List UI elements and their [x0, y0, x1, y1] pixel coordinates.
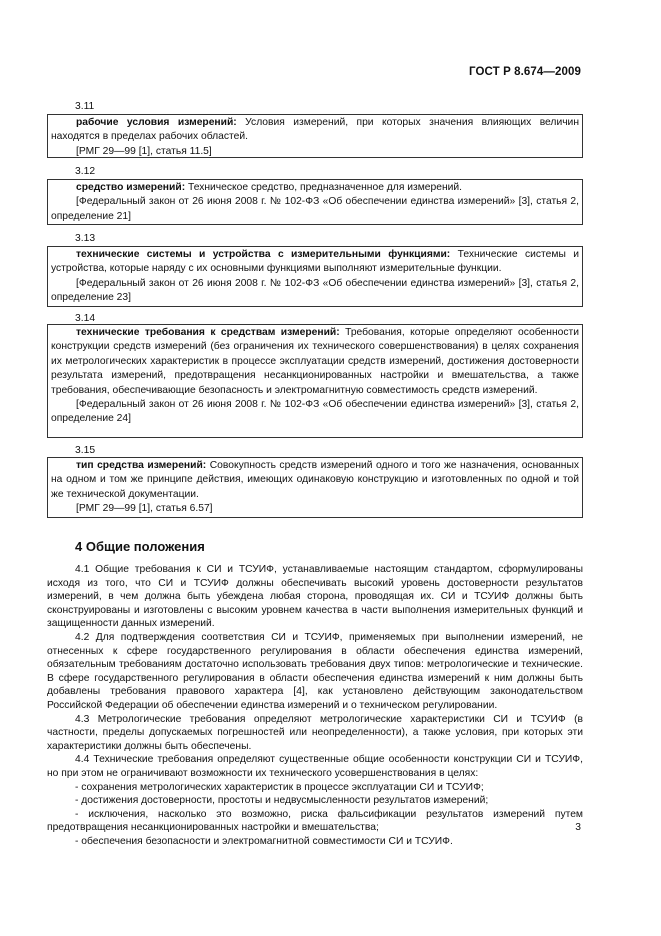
paragraph-4-2: 4.2 Для подтверждения соответствия СИ и ТСУИФ, применяемых при выполнении измерений, не отнесенных к сфере государственного регулирования в области обеспечения единства измерений, обязательным требованиям достаточно использовать требования двух типов: метрологические и технические. В сфере государственного регулирования в области обеспечения единства измерений к ним должны быть добавлены требования правового характера [4], как установлено действующим законодательством Российской Федерации об обеспечении единства измерений и о техническом регулировании. — [47, 631, 583, 711]
definition-body: Технические системы и устройства, которые наряду с их основными функциями выполняют измерительные функции. — [51, 249, 579, 275]
definition-term: технические требования к средствам измерений: — [76, 327, 340, 338]
definition-body: Совокупность средств измерений одного и того же назначения, основанных на одном и том же принципе действия, имеющих одинаковую конструкцию и изготовленных по одной и той же технической документации. — [51, 460, 579, 500]
definition-reference: [Федеральный закон от 26 июня 2008 г. № 102-ФЗ «Об обеспечении единства измерений» [3], статья 2, определение 23] — [51, 277, 579, 304]
definition-text — [48, 326, 582, 398]
definition-box — [47, 114, 583, 158]
definition-number: 3.15 — [75, 445, 96, 456]
list-item: - сохранения метрологических характеристик в процессе эксплуатации СИ и ТСУИФ; — [75, 781, 484, 793]
definition-reference: [Федеральный закон от 26 июня 2008 г. № 102-ФЗ «Об обеспечении единства измерений» [3], статья 2, определение 24] — [51, 399, 579, 425]
list-item: - исключения, насколько это возможно, риска фальсификации результатов измерений путем предотвращения несанкционированных настройки и вмешательства; — [47, 808, 583, 834]
definition-text — [48, 248, 582, 277]
paragraph-4-3: 4.3 Метрологические требования определяют метрологические характеристики СИ и ТСУИФ (в частности, пределы допускаемых погрешностей или неопределенности), а также условия, при которых эти характеристики должны быть обеспечены. — [47, 713, 583, 752]
definition-number: 3.11 — [75, 101, 95, 112]
list-item: - достижения достоверности, простоты и недвусмысленности результатов измерений; — [75, 795, 489, 807]
definition-term: тип средства измерений: — [76, 460, 207, 471]
definition-box — [47, 457, 583, 518]
definition-term: средство измерений: — [76, 182, 186, 193]
definition-number: 3.13 — [75, 233, 96, 244]
paragraph-4-4: 4.4 Технические требования определяют существенные общие особенности конструкции СИ и ТСУИФ, но при этом не ограничивают возможности их технического усовершенствования в целях: — [47, 754, 583, 779]
definition-number: 3.12 — [75, 166, 96, 177]
definition-box — [47, 179, 583, 225]
definition-box — [47, 324, 583, 438]
definition-reference: [РМГ 29—99 [1], статья 6.57] — [76, 503, 213, 515]
section-title: 4 Общие положения — [75, 539, 205, 554]
list-item: - обеспечения безопасности и электромагнитной совместимости СИ и ТСУИФ. — [75, 835, 453, 847]
paragraph-4-1: 4.1 Общие требования к СИ и ТСУИФ, устанавливаемые настоящим стандартом, сформулированы исходя из того, что СИ и ТСУИФ должны обеспечивать высокий уровень достоверности результатов измерений, в чем должна быть убеждена любая сторона, проводящая их. СИ и ТСУИФ должны быть сконструированы и изготовлены с высоким уровнем качества в части выполнения измерительных функций и защищенности данных измерений. — [47, 564, 583, 630]
document-id: ГОСТ Р 8.674—2009 — [469, 66, 581, 78]
section-body — [47, 563, 583, 848]
definition-text — [48, 459, 582, 502]
definition-reference: [РМГ 29—99 [1], статья 11.5] — [76, 145, 212, 157]
definition-number: 3.14 — [75, 313, 96, 324]
definition-body: Требования, которые определяют особенности конструкции средств измерений (без ограничения их технического совершенствования) в целях сохранения их метрологических характеристик в процессе эксплуатации средств измерений, достижения достоверности результата измерений, предотвращения несанкционированных настройки и вмешательства, а также требования, обеспечивающие безопасность и электромагнитную совместимость средств измерений. — [51, 327, 579, 396]
definition-reference: [Федеральный закон от 26 июня 2008 г. № 102-ФЗ «Об обеспечении единства измерений» [3], статья 2, определение 21] — [51, 196, 579, 222]
definition-body: Техническое средство, предназначенное для измерений. — [185, 182, 463, 193]
definition-text — [48, 116, 582, 145]
page-number: 3 — [575, 822, 581, 833]
definition-box — [47, 246, 583, 307]
definition-body: Условия измерений, при которых значения влияющих величин находятся в пределах рабочих областей. — [51, 117, 579, 143]
definition-text — [48, 181, 582, 195]
definition-term: рабочие условия измерений: — [76, 117, 237, 128]
definition-term: технические системы и устройства с измерительными функциями: — [76, 249, 451, 260]
